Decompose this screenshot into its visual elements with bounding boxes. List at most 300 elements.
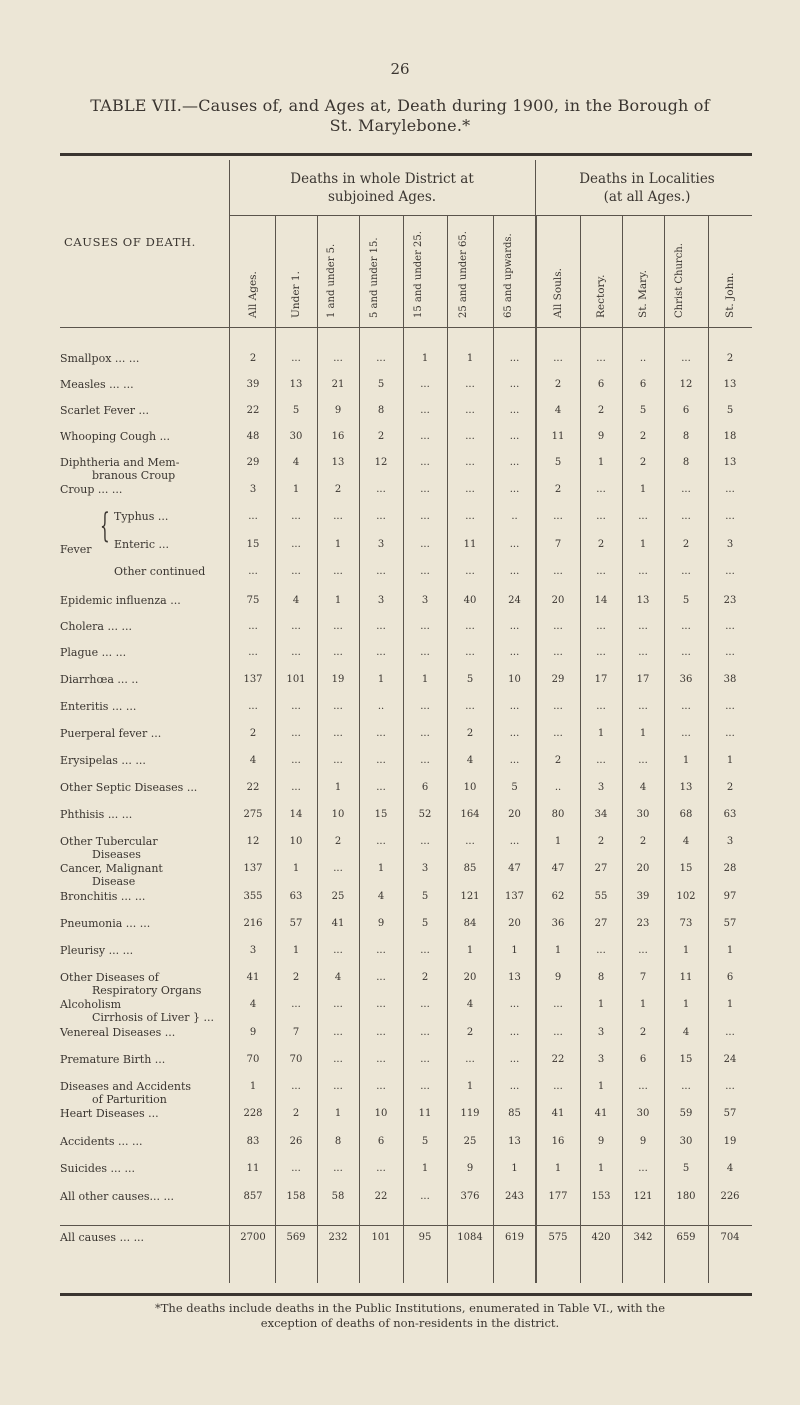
- table-cell: ...: [509, 484, 520, 495]
- table-cell: ...: [681, 484, 691, 495]
- table-cell: 121: [633, 1191, 653, 1202]
- table-cell: 30: [636, 1108, 650, 1119]
- table-cell: ...: [420, 701, 430, 712]
- table-cell: ...: [420, 1027, 430, 1038]
- table-cell: 9: [639, 1136, 647, 1147]
- table-cell: ...: [465, 405, 475, 416]
- table-cell: 5: [639, 405, 647, 416]
- footnote: [70, 1301, 750, 1331]
- table-cell: ...: [420, 1191, 430, 1202]
- table-cell: 5: [466, 674, 474, 685]
- table-cell: 355: [243, 891, 263, 902]
- table-cell: ...: [596, 755, 606, 766]
- table-cell: 4: [377, 891, 385, 902]
- table-cell: 84: [463, 918, 477, 929]
- column-header: All Ages.: [247, 271, 259, 318]
- table-cell: ...: [509, 353, 520, 364]
- column-header: 65 and upwards.: [502, 233, 514, 318]
- table-cell: 1: [334, 782, 342, 793]
- table-cell: 15: [679, 1054, 693, 1065]
- table-cell: 95: [418, 1232, 432, 1243]
- table-cell: 1: [597, 999, 605, 1010]
- row-label: Whooping Cough ...: [60, 430, 171, 443]
- row-label-continued: Diseases: [92, 848, 141, 861]
- table-cell: 41: [246, 972, 260, 983]
- table-cell: 12: [246, 836, 260, 847]
- table-cell: 5: [682, 595, 690, 606]
- column-header: 5 and under 15.: [369, 237, 380, 318]
- table-cell: 28: [723, 863, 737, 874]
- table-cell: 1: [554, 945, 562, 956]
- table-cell: ...: [420, 405, 430, 416]
- table-cell: 1: [639, 484, 647, 495]
- table-cell: ...: [509, 1027, 520, 1038]
- table-cell: 63: [723, 809, 737, 820]
- table-cell: ...: [333, 999, 343, 1010]
- table-cell: 24: [723, 1054, 737, 1065]
- table-cell: 13: [723, 379, 737, 390]
- table-cell: ...: [376, 999, 386, 1010]
- table-cell: ...: [509, 1081, 520, 1092]
- table-cell: 1: [292, 863, 300, 874]
- table-cell: ...: [291, 999, 301, 1010]
- header-bottom-rule: [60, 327, 752, 328]
- table-cell: ...: [376, 972, 386, 983]
- table-cell: 57: [723, 918, 737, 929]
- table-cell: 22: [246, 782, 260, 793]
- table-cell: ...: [638, 566, 648, 577]
- table-cell: 3: [597, 1054, 605, 1065]
- table-cell: 2: [726, 353, 734, 364]
- table-cell: 1: [421, 1163, 429, 1174]
- row-label: Cholera ... ...: [60, 620, 132, 633]
- table-cell: 41: [551, 1108, 565, 1119]
- table-cell: 8: [597, 972, 605, 983]
- row-label: Pneumonia ... ...: [60, 917, 151, 930]
- table-cell: ...: [465, 379, 475, 390]
- table-cell: ...: [596, 701, 606, 712]
- table-cell: 13: [331, 457, 345, 468]
- table-cell: ...: [333, 701, 343, 712]
- table-cell: 11: [246, 1163, 260, 1174]
- table-cell: 13: [636, 595, 650, 606]
- table-cell: 68: [679, 809, 693, 820]
- table-cell: ...: [291, 1163, 301, 1174]
- table-cell: 11: [551, 431, 565, 442]
- table-cell: 11: [679, 972, 693, 983]
- table-cell: ...: [333, 1054, 343, 1065]
- table-cell: ...: [248, 647, 258, 658]
- table-cell: 243: [504, 1191, 525, 1202]
- table-cell: ...: [681, 701, 691, 712]
- table-cell: 137: [243, 863, 263, 874]
- table-cell: 48: [246, 431, 260, 442]
- table-cell: 40: [463, 595, 477, 606]
- table-cell: ...: [725, 1027, 735, 1038]
- table-cell: 619: [504, 1232, 525, 1243]
- table-cell: 1: [377, 674, 385, 685]
- table-cell: 2: [639, 1027, 647, 1038]
- table-cell: 39: [246, 379, 260, 390]
- table-cell: ...: [638, 1163, 648, 1174]
- table-cell: 20: [508, 918, 521, 929]
- table-cell: 5: [726, 405, 734, 416]
- table-cell: ...: [509, 836, 520, 847]
- table-cell: 4: [682, 836, 690, 847]
- table-cell: 7: [292, 1027, 300, 1038]
- table-cell: 2: [377, 431, 385, 442]
- table-cell: 575: [548, 1232, 568, 1243]
- table-cell: 4: [292, 457, 300, 468]
- table-cell: 1: [639, 728, 647, 739]
- table-cell: 1: [334, 1108, 342, 1119]
- row-label: Venereal Diseases ...: [60, 1026, 176, 1039]
- row-label: Enteric ...: [114, 538, 169, 551]
- table-cell: 857: [243, 1191, 263, 1202]
- title-line-1: TABLE VII.—Causes of, and Ages at, Death during 1900, in the Borough of: [90, 96, 710, 115]
- table-cell: 63: [289, 891, 303, 902]
- table-cell: 41: [594, 1108, 608, 1119]
- table-cell: 4: [334, 972, 342, 983]
- table-cell: ...: [638, 621, 648, 632]
- table-cell: 137: [243, 674, 263, 685]
- table-cell: 10: [289, 836, 303, 847]
- table-cell: 30: [289, 431, 303, 442]
- table-cell: ...: [681, 566, 691, 577]
- table-cell: 14: [594, 595, 608, 606]
- table-cell: ...: [553, 621, 563, 632]
- table-cell: 342: [633, 1232, 653, 1243]
- table-cell: ...: [725, 566, 735, 577]
- table-cell: 20: [551, 595, 565, 606]
- table-cell: ...: [509, 755, 520, 766]
- table-cell: ...: [376, 755, 386, 766]
- column-header: Christ Church.: [674, 243, 685, 318]
- table-cell: 2: [682, 539, 690, 550]
- column-divider: [359, 215, 360, 1283]
- table-cell: 38: [723, 674, 737, 685]
- table-cell: ...: [596, 511, 606, 522]
- table-cell: 5: [682, 1163, 690, 1174]
- table-cell: 1084: [457, 1232, 483, 1243]
- table-cell: 1: [639, 539, 647, 550]
- table-cell: 1: [682, 999, 690, 1010]
- table-cell: ..: [377, 701, 385, 712]
- table-cell: 4: [639, 782, 647, 793]
- table-cell: 29: [246, 457, 260, 468]
- table-cell: ...: [725, 701, 735, 712]
- row-label-continued: Cirrhosis of Liver } ...: [92, 1011, 214, 1024]
- table-cell: 34: [594, 809, 608, 820]
- table-cell: ...: [553, 566, 563, 577]
- table-cell: ...: [509, 999, 520, 1010]
- table-cell: 3: [249, 945, 257, 956]
- table-cell: 27: [594, 918, 608, 929]
- column-divider: [317, 215, 318, 1283]
- table-cell: 376: [460, 1191, 480, 1202]
- table-cell: 36: [679, 674, 693, 685]
- row-label: Cancer, Malignant: [60, 862, 163, 875]
- table-cell: ...: [291, 621, 301, 632]
- table-cell: 70: [289, 1054, 303, 1065]
- column-divider: [708, 215, 709, 1283]
- table-cell: ...: [420, 457, 430, 468]
- table-cell: 2: [554, 379, 562, 390]
- table-cell: ...: [376, 1054, 386, 1065]
- table-cell: 2: [334, 484, 342, 495]
- table-cell: ...: [420, 836, 430, 847]
- table-cell: ...: [333, 755, 343, 766]
- row-label: Other Septic Diseases ...: [60, 781, 198, 794]
- table-cell: 9: [554, 972, 562, 983]
- table-cell: 226: [720, 1191, 740, 1202]
- table-cell: 11: [463, 539, 477, 550]
- table-cell: ...: [333, 945, 343, 956]
- table-cell: 1: [377, 863, 385, 874]
- table-cell: 1: [334, 595, 342, 606]
- table-cell: 2: [639, 836, 647, 847]
- table-cell: 1: [466, 1081, 474, 1092]
- table-cell: 137: [504, 891, 525, 902]
- table-cell: 2700: [240, 1232, 266, 1243]
- table-cell: 30: [679, 1136, 693, 1147]
- table-cell: 4: [249, 755, 257, 766]
- table-cell: ...: [681, 647, 691, 658]
- column-header: 15 and under 25.: [413, 231, 424, 318]
- table-cell: 16: [551, 1136, 565, 1147]
- table-cell: ...: [553, 1081, 563, 1092]
- column-header: Under 1.: [290, 271, 302, 318]
- table-cell: ...: [596, 566, 606, 577]
- table-cell: 1: [726, 999, 734, 1010]
- table-cell: ...: [465, 836, 475, 847]
- table-cell: ...: [509, 701, 520, 712]
- table-cell: 1: [421, 674, 429, 685]
- table-cell: 2: [292, 1108, 300, 1119]
- table-cell: 23: [636, 918, 650, 929]
- group-ages-line-1: Deaths in whole District at: [290, 171, 474, 187]
- table-cell: 27: [594, 863, 608, 874]
- table-cell: ...: [333, 621, 343, 632]
- table-cell: 1: [597, 457, 605, 468]
- column-divider: [664, 215, 665, 1283]
- table-cell: 15: [246, 539, 260, 550]
- table-cell: 57: [289, 918, 303, 929]
- table-cell: ...: [553, 1027, 563, 1038]
- table-cell: 25: [463, 1136, 477, 1147]
- table-cell: 13: [508, 1136, 521, 1147]
- table-cell: 101: [286, 674, 306, 685]
- table-cell: 5: [511, 782, 518, 793]
- table-cell: ...: [509, 1054, 520, 1065]
- table-cell: ...: [333, 566, 343, 577]
- table-cell: 85: [463, 863, 477, 874]
- row-label-continued: branous Croup: [92, 469, 176, 482]
- table-cell: ...: [291, 511, 301, 522]
- table-title: [40, 96, 760, 136]
- table-cell: ...: [333, 728, 343, 739]
- bottom-rule: [60, 1293, 752, 1296]
- table-cell: ...: [681, 1081, 691, 1092]
- table-cell: ...: [333, 353, 343, 364]
- table-cell: ...: [420, 945, 430, 956]
- table-cell: 2: [554, 755, 562, 766]
- table-cell: 4: [249, 999, 257, 1010]
- table-cell: 1: [554, 1163, 562, 1174]
- table-cell: ...: [638, 701, 648, 712]
- table-cell: 2: [249, 728, 257, 739]
- table-cell: 1: [466, 945, 474, 956]
- table-cell: ...: [291, 647, 301, 658]
- table-cell: 1: [292, 484, 300, 495]
- row-label: All other causes... ...: [60, 1190, 174, 1203]
- row-label: Enteritis ... ...: [60, 700, 137, 713]
- table-cell: ...: [291, 1081, 301, 1092]
- table-cell: 101: [371, 1232, 391, 1243]
- table-cell: 3: [421, 595, 429, 606]
- table-cell: 57: [723, 1108, 737, 1119]
- row-label: Puerperal fever ...: [60, 727, 162, 740]
- table-cell: ...: [420, 1054, 430, 1065]
- table-cell: 180: [676, 1191, 696, 1202]
- table-cell: ...: [596, 484, 606, 495]
- table-cell: 12: [679, 379, 693, 390]
- table-cell: ...: [509, 621, 520, 632]
- table-cell: 5: [554, 457, 562, 468]
- table-cell: 8: [682, 431, 690, 442]
- table-cell: ...: [291, 701, 301, 712]
- table-cell: 7: [639, 972, 647, 983]
- table-cell: 3: [597, 782, 605, 793]
- column-header: 1 and under 5.: [326, 243, 337, 318]
- table-cell: 3: [249, 484, 257, 495]
- table-cell: 275: [243, 809, 263, 820]
- column-divider: [447, 215, 448, 1283]
- table-cell: ...: [725, 728, 735, 739]
- table-cell: ...: [420, 999, 430, 1010]
- title-line-2: St. Marylebone.*: [329, 116, 471, 135]
- row-label: Epidemic influenza ...: [60, 594, 181, 607]
- table-cell: 13: [289, 379, 303, 390]
- group-loc-line-2: (at all Ages.): [603, 189, 691, 205]
- table-cell: ...: [465, 511, 475, 522]
- column-divider: [403, 215, 404, 1283]
- table-cell: 11: [418, 1108, 432, 1119]
- row-label: Other continued: [114, 565, 206, 578]
- table-cell: ...: [596, 353, 606, 364]
- row-label: Smallpox ... ...: [60, 352, 140, 365]
- table-cell: 2: [249, 353, 257, 364]
- table-cell: 9: [466, 1163, 474, 1174]
- table-cell: 12: [374, 457, 388, 468]
- table-cell: 52: [418, 809, 432, 820]
- table-cell: ...: [376, 353, 386, 364]
- table-cell: 18: [723, 431, 737, 442]
- table-cell: ...: [509, 457, 520, 468]
- table-cell: 3: [726, 539, 734, 550]
- row-label: Croup ... ...: [60, 483, 123, 496]
- table-cell: ...: [725, 511, 735, 522]
- table-cell: ...: [248, 566, 258, 577]
- table-cell: 5: [377, 379, 385, 390]
- table-cell: 420: [591, 1232, 611, 1243]
- table-cell: ..: [554, 782, 562, 793]
- table-cell: ...: [376, 647, 386, 658]
- table-cell: ...: [420, 1081, 430, 1092]
- table-cell: ...: [376, 1027, 386, 1038]
- fever-brace: {: [100, 506, 110, 546]
- table-cell: ...: [333, 1163, 343, 1174]
- row-label: Plague ... ...: [60, 646, 127, 659]
- table-cell: ...: [509, 431, 520, 442]
- table-cell: 23: [723, 595, 737, 606]
- table-cell: 3: [421, 863, 429, 874]
- table-cell: 1: [639, 999, 647, 1010]
- table-cell: ...: [596, 621, 606, 632]
- table-cell: 1: [682, 945, 690, 956]
- row-label: Alcoholism: [60, 998, 122, 1011]
- row-label: Diarrhœa ... ..: [60, 673, 139, 686]
- table-cell: ...: [509, 647, 520, 658]
- table-cell: 1: [511, 945, 518, 956]
- table-cell: 59: [679, 1108, 693, 1119]
- table-cell: ...: [291, 353, 301, 364]
- table-cell: 75: [246, 595, 260, 606]
- table-cell: 569: [286, 1232, 306, 1243]
- table-cell: 1: [466, 353, 474, 364]
- table-cell: ...: [509, 566, 520, 577]
- table-cell: ...: [291, 782, 301, 793]
- table-cell: 6: [597, 379, 605, 390]
- row-label-continued: of Parturition: [92, 1093, 167, 1106]
- table-cell: ...: [465, 431, 475, 442]
- column-header: Rectory.: [595, 274, 607, 318]
- table-cell: ...: [376, 836, 386, 847]
- table-cell: 6: [421, 782, 429, 793]
- table-cell: ...: [465, 484, 475, 495]
- table-cell: 1: [249, 1081, 257, 1092]
- row-label: Phthisis ... ...: [60, 808, 133, 821]
- row-label: Heart Diseases ...: [60, 1107, 159, 1120]
- table-cell: 8: [682, 457, 690, 468]
- table-cell: 2: [597, 405, 605, 416]
- table-cell: 2: [554, 484, 562, 495]
- table-cell: 704: [720, 1232, 740, 1243]
- table-cell: ...: [333, 511, 343, 522]
- column-header: All Souls.: [552, 268, 564, 318]
- table-cell: ..: [639, 353, 647, 364]
- table-cell: 9: [597, 1136, 605, 1147]
- table-cell: 29: [551, 674, 565, 685]
- table-cell: 9: [249, 1027, 257, 1038]
- table-cell: ...: [420, 484, 430, 495]
- table-cell: ...: [376, 728, 386, 739]
- table-cell: 6: [377, 1136, 385, 1147]
- footnote-line-2: exception of deaths of non-residents in the district.: [260, 1316, 560, 1330]
- table-cell: 26: [289, 1136, 303, 1147]
- row-label-continued: Disease: [92, 875, 136, 888]
- table-cell: 8: [334, 1136, 342, 1147]
- table-cell: ...: [291, 539, 301, 550]
- table-cell: ...: [553, 647, 563, 658]
- table-cell: 4: [292, 595, 300, 606]
- table-cell: ...: [376, 621, 386, 632]
- column-divider: [275, 215, 276, 1283]
- table-cell: 22: [374, 1191, 388, 1202]
- table-cell: 102: [676, 891, 696, 902]
- column-header: St. Mary.: [637, 270, 649, 318]
- table-cell: ...: [638, 755, 648, 766]
